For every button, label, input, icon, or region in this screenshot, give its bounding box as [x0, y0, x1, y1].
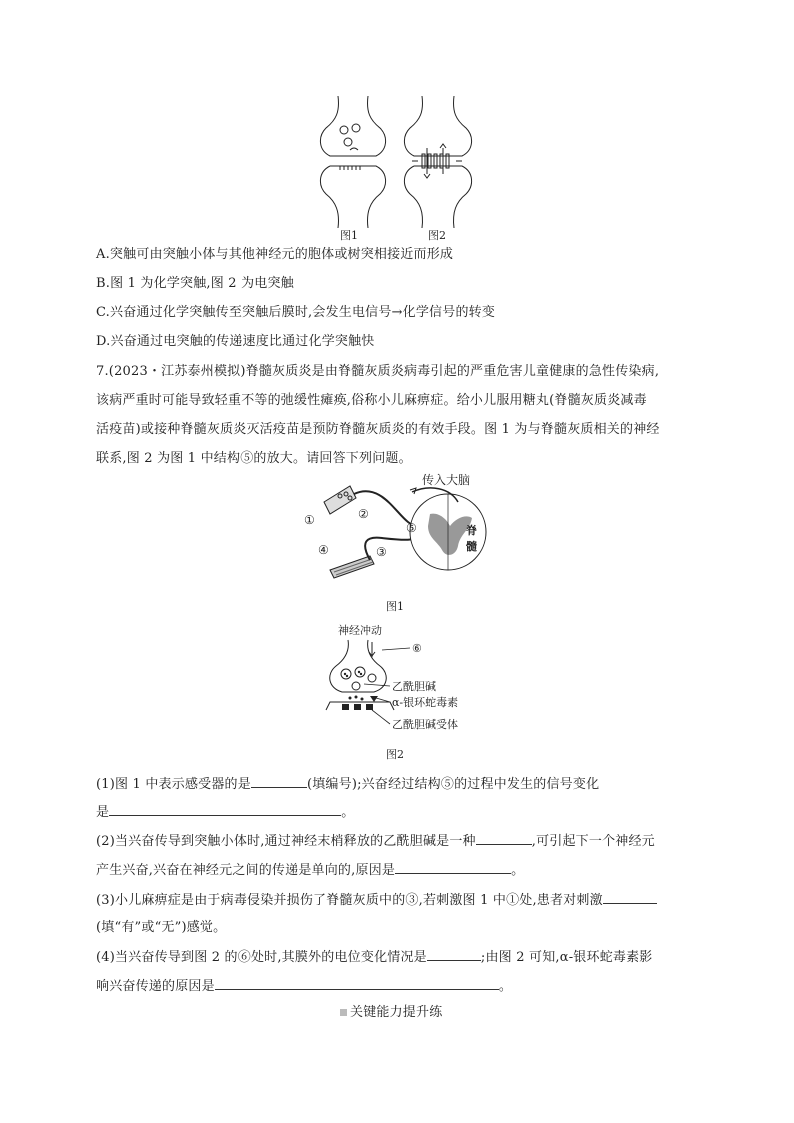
sub-q3-text-b: (填“有”或“无”)感觉。: [96, 920, 227, 935]
sub-q4-line1: [96, 948, 653, 967]
sub-q2-text-c: 产生兴奋,兴奋在神经元之间的传递是单向的,原因是: [96, 863, 396, 878]
sub-q3-text-a: (3)小儿麻痹症是由于病毒侵染并损伤了脊髓灰质中的③,若刺激图 1 中①处,患者对刺激: [96, 893, 603, 908]
q7-line-1: 7.(2023・江苏泰州模拟)脊髓灰质炎是由脊髓灰质炎病毒引起的严重危害儿童健康的急性传染病,: [96, 364, 660, 379]
option-b: B.图 1 为化学突触,图 2 为电突触: [96, 276, 294, 291]
toxin-synapse-diagram: [320, 620, 480, 735]
toxin-label: α-银环蛇毒素: [392, 696, 459, 709]
option-a: A.突触可由突触小体与其他神经元的胞体或树突相接近而形成: [96, 247, 454, 262]
section-bullet-icon: [340, 1009, 347, 1016]
spine-char-2: 髓: [466, 540, 477, 553]
sub-q4-line2: [96, 977, 512, 996]
sub-q1-text-c: 是: [96, 805, 110, 820]
brain-label: 传入大脑: [422, 473, 471, 487]
answer-blank-6[interactable]: [427, 948, 481, 961]
sub-q1-line2: [96, 803, 354, 822]
fig1-caption: 图1: [386, 600, 404, 613]
sub-q3-line1: [96, 891, 657, 910]
num-1: ①: [304, 513, 315, 527]
answer-blank-2[interactable]: [109, 803, 341, 816]
fig-top-label-2: 图2: [428, 229, 446, 242]
effector-muscle: [330, 556, 374, 578]
chemical-synapse: [320, 96, 385, 228]
sub-q2-line2: [96, 861, 524, 880]
section-title: [340, 1004, 442, 1022]
num-6: ⑥: [412, 642, 422, 655]
num-3: ③: [376, 545, 387, 559]
receptor-skin: [324, 486, 356, 514]
synapse-diagram: [300, 92, 490, 242]
sub-q4-text-b: ;由图 2 可知,α-银环蛇毒素影: [480, 950, 653, 965]
answer-blank-5[interactable]: [603, 891, 657, 904]
fig2-caption: 图2: [386, 748, 404, 761]
reflex-arc-figure: [300, 472, 500, 587]
option-c: C.兴奋通过化学突触传至突触后膜时,会发生电信号→化学信号的转变: [96, 305, 496, 320]
sub-q2-text-a: (2)当兴奋传导到突触小体时,通过神经末梢释放的乙酰胆碱是一种: [96, 834, 476, 849]
synapse-figure: [300, 92, 490, 242]
electrical-synapse: [404, 96, 471, 228]
reflex-arc-diagram: [300, 472, 500, 587]
sub-q1-text-a: (1)图 1 中表示感受器的是: [96, 777, 251, 792]
sub-q1-text-b: (填编号);兴奋经过结构⑤的过程中发生的信号变化: [306, 777, 600, 792]
option-d: D.兴奋通过电突触的传递速度比通过化学突触快: [96, 334, 375, 349]
q7-line-2: 该病严重时可能导致轻重不等的弛缓性瘫痪,俗称小儿麻痹症。给小儿服用糖丸(脊髓灰质炎减毒: [96, 393, 647, 408]
ach-label: 乙酰胆碱: [392, 680, 436, 693]
sub-q4-text-a: (4)当兴奋传导到图 2 的⑥处时,其膜外的电位变化情况是: [96, 950, 427, 965]
toxin-synapse-figure: [320, 620, 480, 735]
answer-blank-7[interactable]: [215, 977, 499, 990]
sub-q1-text-d: 。: [341, 805, 355, 820]
answer-blank-3[interactable]: [476, 832, 532, 845]
sub-q2-text-d: 。: [511, 863, 525, 878]
answer-blank-4[interactable]: [395, 861, 511, 874]
fig-top-label-1: 图1: [340, 229, 358, 242]
sub-q4-text-d: 。: [498, 979, 513, 994]
answer-blank-1[interactable]: [251, 775, 307, 788]
receptor-label: 乙酰胆碱受体: [392, 718, 458, 731]
spine-char-1: 脊: [466, 524, 477, 537]
sub-q2-line1: [96, 832, 655, 851]
section-title-text: 关键能力提升练: [350, 1005, 443, 1020]
sub-q4-text-c: 响兴奋传递的原因是: [96, 979, 215, 994]
num-4: ④: [318, 543, 329, 557]
sub-q3-line2: [96, 919, 226, 937]
sub-q2-text-b: ,可引起下一个神经元: [531, 834, 655, 849]
num-5: ⑤: [406, 521, 417, 535]
q7-line-4: 联系,图 2 为图 1 中结构⑤的放大。请回答下列问题。: [96, 451, 412, 466]
num-2: ②: [358, 507, 369, 521]
q7-line-3: 活疫苗)或接种脊髓灰质炎灭活疫苗是预防脊髓灰质炎的有效手段。图 1 为与脊髓灰质相关的神经: [96, 422, 660, 437]
sub-q1-line1: [96, 775, 599, 794]
impulse-label: 神经冲动: [338, 624, 382, 637]
